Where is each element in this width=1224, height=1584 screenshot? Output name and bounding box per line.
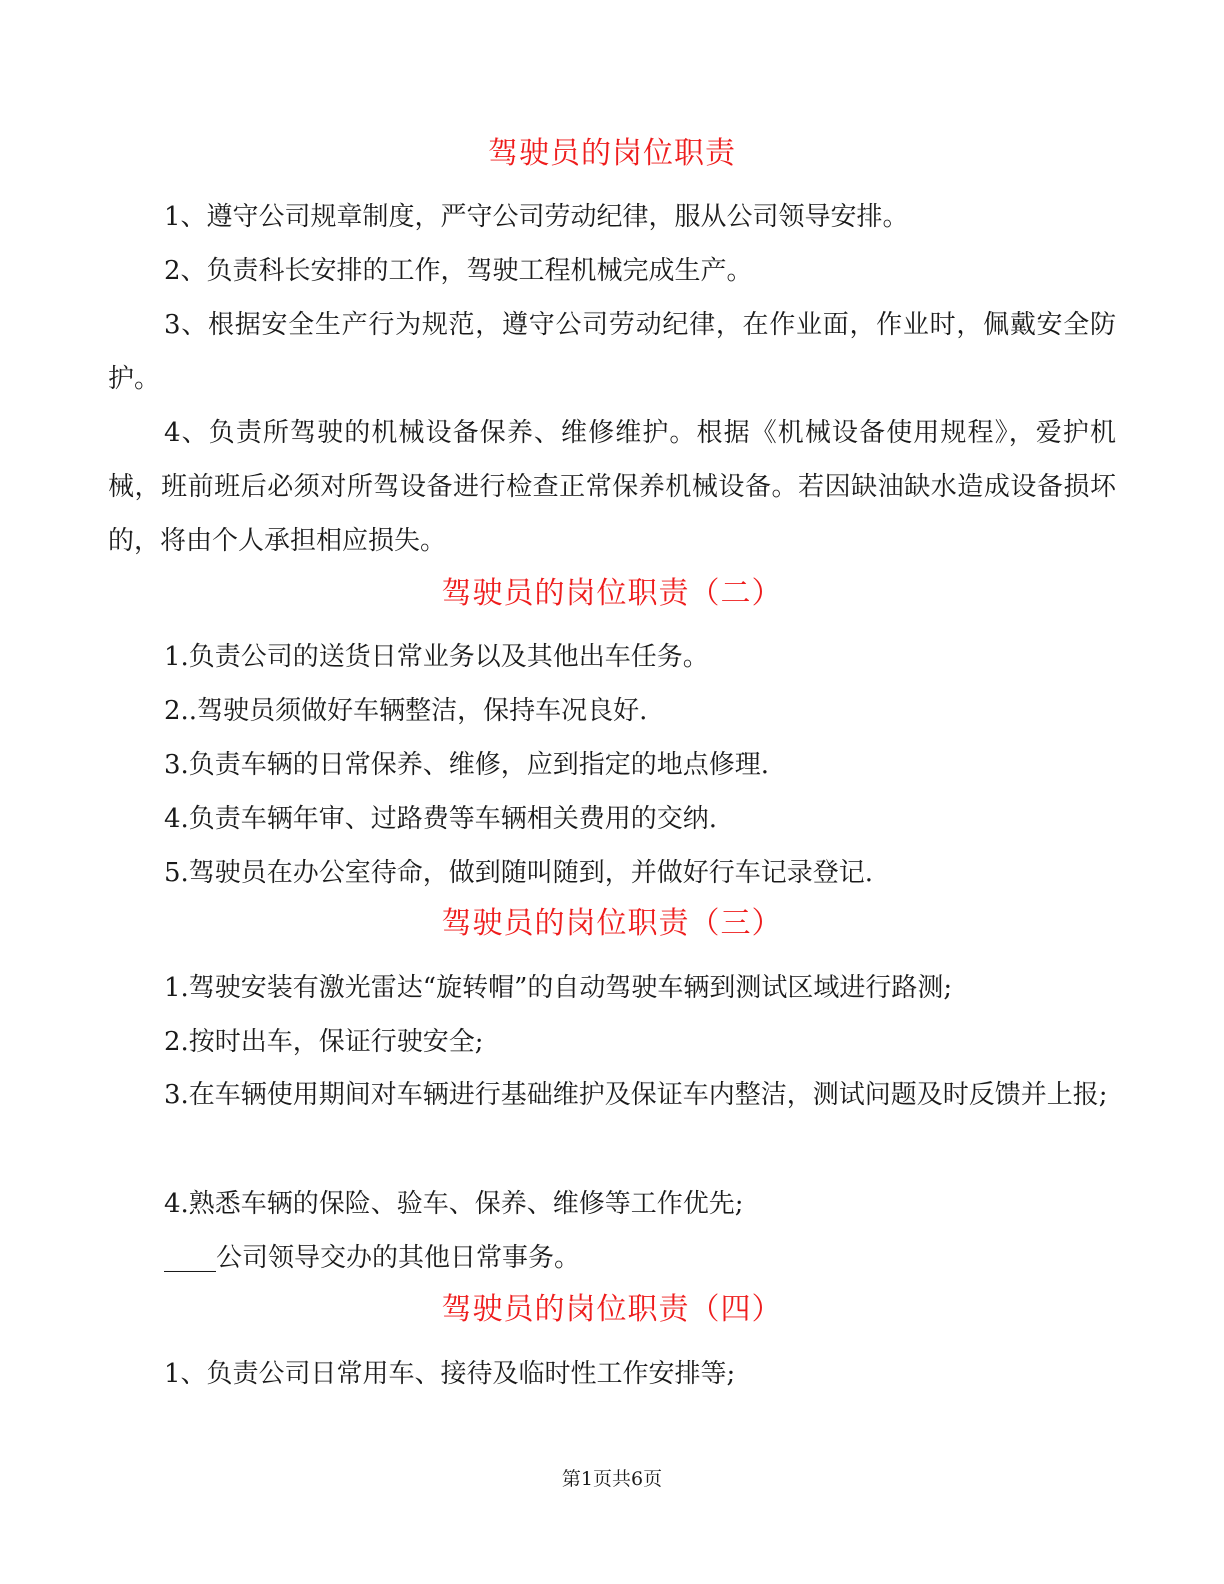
paragraph: 5.驾驶员在办公室待命，做到随叫随到，并做好行车记录登记. (164, 858, 874, 888)
paragraph: 4.熟悉车辆的保险、验车、保养、维修等工作优先; (164, 1189, 744, 1219)
paragraph: 1.驾驶安装有激光雷达“旋转帽”的自动驾驶车辆到测试区域进行路测; (164, 973, 953, 1003)
paragraph: 4、负责所驾驶的机械设备保养、维修维护。根据《机械设备使用规程》，爱护机械，班前班后必须对所驾设备进行检查正常保养机械设备。若因缺油缺水造成设备损坏的，将由个人承担相应损失。 (108, 418, 1116, 556)
paragraph: 1.负责公司的送货日常业务以及其他出车任务。 (164, 642, 709, 672)
document-page (108, 0, 1116, 1584)
section-title-4: 驾驶员的岗位职责（四） (441, 1292, 783, 1327)
paragraph: 2、负责科长安排的工作，驾驶工程机械完成生产。 (164, 256, 753, 286)
paragraph: 2.按时出车，保证行驶安全; (164, 1027, 484, 1057)
paragraph: 1、遵守公司规章制度，严守公司劳动纪律，服从公司领导安排。 (164, 202, 909, 232)
page-footer: 第1页共6页 (561, 1468, 663, 1490)
paragraph: 1、负责公司日常用车、接待及临时性工作安排等; (164, 1359, 736, 1389)
section-title-1: 驾驶员的岗位职责 (488, 136, 736, 171)
paragraph: 3、根据安全生产行为规范，遵守公司劳动纪律，在作业面，作业时，佩戴安全防护。 (108, 310, 1116, 394)
section-title-2: 驾驶员的岗位职责（二） (441, 576, 783, 611)
paragraph: ____公司领导交办的其他日常事务。 (164, 1243, 581, 1273)
paragraph: 4.负责车辆年审、过路费等车辆相关费用的交纳. (164, 804, 718, 834)
section-title-3: 驾驶员的岗位职责（三） (441, 906, 783, 941)
paragraph: 2..驾驶员须做好车辆整洁，保持车况良好. (164, 696, 648, 726)
paragraph: 3.在车辆使用期间对车辆进行基础维护及保证车内整洁，测试问题及时反馈并上报; (164, 1080, 1108, 1110)
paragraph: 3.负责车辆的日常保养、维修，应到指定的地点修理. (164, 750, 770, 780)
